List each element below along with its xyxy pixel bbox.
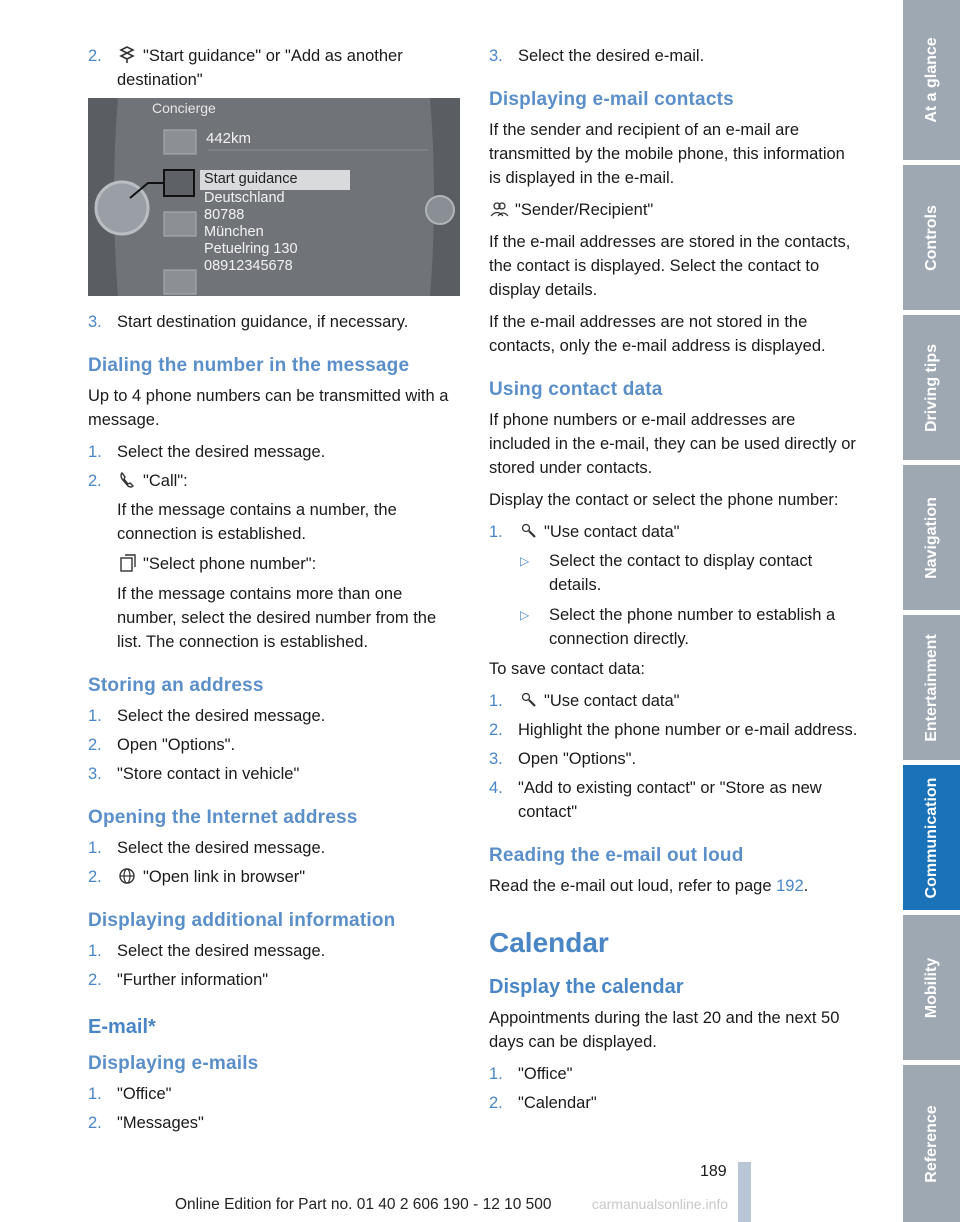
screenshot-line-5: 08912345678 bbox=[204, 258, 293, 274]
step-text: Highlight the phone number or e-mail address. bbox=[518, 721, 858, 739]
section-heading: Storing an address bbox=[88, 675, 264, 696]
tab-label: Navigation bbox=[922, 496, 940, 579]
list-item bbox=[489, 776, 861, 824]
step-text: "Open link in browser" bbox=[143, 868, 306, 886]
list-item bbox=[88, 836, 460, 860]
step-text: "Add to existing contact" or "Store as new contact" bbox=[518, 779, 822, 821]
list-item bbox=[88, 44, 460, 92]
globe-icon bbox=[117, 867, 137, 885]
paragraph: Up to 4 phone numbers can be transmitted with a message. bbox=[88, 387, 449, 429]
list-item bbox=[88, 865, 460, 889]
step-text: "Messages" bbox=[117, 1114, 204, 1132]
tab-controls[interactable] bbox=[903, 165, 960, 310]
tab-label: Mobility bbox=[922, 957, 940, 1018]
list-number: 1. bbox=[88, 707, 102, 725]
list-item bbox=[88, 1111, 460, 1135]
tab-at-a-glance[interactable] bbox=[903, 0, 960, 160]
list-item bbox=[88, 1082, 460, 1106]
list-item bbox=[88, 310, 460, 334]
screenshot-distance: 442km bbox=[206, 130, 252, 147]
contacts-icon bbox=[489, 200, 509, 218]
list-number: 1. bbox=[88, 443, 102, 461]
tab-mobility[interactable] bbox=[903, 915, 960, 1060]
paragraph bbox=[489, 198, 861, 222]
paragraph bbox=[88, 552, 460, 576]
step-text: Start destination guidance, if necessary. bbox=[117, 313, 409, 331]
list-item bbox=[88, 469, 460, 493]
triangle-bullet-icon: ▷ bbox=[520, 554, 530, 568]
list-number: 3. bbox=[489, 750, 503, 768]
screenshot-line-1: Deutschland bbox=[204, 190, 285, 206]
step-text: "Sender/Recipient" bbox=[515, 201, 654, 219]
tab-label: At a glance bbox=[922, 37, 940, 123]
paragraph: Appointments during the last 20 and the next 50 days can be displayed. bbox=[489, 1009, 840, 1051]
list-number: 1. bbox=[88, 1085, 102, 1103]
list-number: 3. bbox=[489, 47, 503, 65]
list-item bbox=[88, 939, 460, 963]
tab-label: Reference bbox=[922, 1104, 940, 1183]
list-item bbox=[489, 689, 861, 713]
screenshot-line-0: Start guidance bbox=[204, 171, 298, 187]
chapter-tabs bbox=[903, 0, 960, 1222]
section-heading: Display the calendar bbox=[489, 976, 684, 998]
step-text: Select the desired message. bbox=[117, 839, 326, 857]
list-item bbox=[489, 747, 861, 771]
right-column bbox=[489, 44, 861, 1120]
screenshot-title: Concierge bbox=[152, 100, 216, 116]
step-text: "Select phone number": bbox=[143, 555, 317, 573]
phone-handset-icon bbox=[117, 471, 137, 489]
list-number: 2. bbox=[88, 736, 102, 754]
list-number: 3. bbox=[88, 765, 102, 783]
section-heading: Reading the e-mail out loud bbox=[489, 845, 744, 866]
step-text: Select the desired e-mail. bbox=[518, 47, 705, 65]
tab-label: Controls bbox=[922, 204, 940, 271]
step-text: Open "Options". bbox=[518, 750, 637, 768]
list-number: 2. bbox=[88, 472, 102, 490]
step-text: "Calendar" bbox=[518, 1094, 597, 1112]
list-number: 1. bbox=[489, 523, 503, 541]
step-text: "Start guidance" or "Add as another destination" bbox=[117, 47, 403, 89]
list-number: 1. bbox=[489, 1065, 503, 1083]
bullet-item bbox=[489, 549, 861, 597]
chapter-heading: E-mail* bbox=[88, 1016, 156, 1038]
tab-label: Communication bbox=[922, 777, 940, 898]
page-number: 189 bbox=[700, 1163, 727, 1180]
list-item bbox=[489, 1062, 861, 1086]
footer-text: Online Edition for Part no. 01 40 2 606 190 - 12 10 500 bbox=[174, 1196, 552, 1213]
triangle-bullet-icon: ▷ bbox=[520, 608, 530, 622]
list-number: 2. bbox=[489, 721, 503, 739]
left-column bbox=[88, 44, 460, 1140]
section-heading: Displaying additional information bbox=[88, 910, 396, 931]
navigation-flag-icon bbox=[117, 46, 137, 64]
screenshot-line-3: München bbox=[204, 224, 264, 240]
step-text: "Office" bbox=[117, 1085, 172, 1103]
bullet-item bbox=[489, 603, 861, 651]
section-heading: Dialing the number in the message bbox=[88, 355, 410, 376]
tab-driving-tips[interactable] bbox=[903, 315, 960, 460]
paragraph: Display the contact or select the phone number: bbox=[489, 491, 839, 509]
step-text: Select the desired message. bbox=[117, 942, 326, 960]
text: . bbox=[803, 877, 809, 895]
footer bbox=[0, 1196, 903, 1214]
list-number: 1. bbox=[489, 692, 503, 710]
list-number: 3. bbox=[88, 313, 102, 331]
screenshot-line-2: 80788 bbox=[204, 207, 245, 223]
section-heading: Opening the Internet address bbox=[88, 807, 358, 828]
use-contact-data-icon bbox=[518, 691, 538, 709]
paragraph: If phone numbers or e-mail addresses are included in the e-mail, they can be used directly or stored under contacts. bbox=[489, 411, 856, 477]
step-text: "Office" bbox=[518, 1065, 573, 1083]
tab-navigation[interactable] bbox=[903, 465, 960, 610]
step-text: Select the desired message. bbox=[117, 443, 326, 461]
list-number: 4. bbox=[489, 779, 503, 797]
section-heading: Displaying e-mail contacts bbox=[489, 89, 734, 110]
idrive-screenshot bbox=[88, 98, 460, 296]
step-text: Select the desired message. bbox=[117, 707, 326, 725]
tab-communication[interactable] bbox=[903, 765, 960, 910]
paragraph bbox=[489, 874, 861, 898]
list-item bbox=[88, 733, 460, 757]
list-item bbox=[489, 718, 861, 742]
section-heading: Displaying e-mails bbox=[88, 1053, 259, 1074]
text: Read the e-mail out loud, refer to page bbox=[489, 877, 777, 895]
paragraph: To save contact data: bbox=[489, 660, 645, 678]
chapter-heading: Calendar bbox=[489, 927, 609, 958]
list-item bbox=[489, 520, 861, 544]
page-link[interactable]: 192 bbox=[776, 877, 804, 895]
list-item bbox=[88, 968, 460, 992]
tab-entertainment[interactable] bbox=[903, 615, 960, 760]
step-text: "Use contact data" bbox=[544, 523, 680, 541]
list-number: 2. bbox=[88, 868, 102, 886]
step-text: Open "Options". bbox=[117, 736, 236, 754]
paragraph: If the sender and recipient of an e-mail are transmitted by the mobile phone, this information is displayed in the e-mail. bbox=[489, 121, 845, 187]
screenshot-line-4: Petuelring 130 bbox=[204, 241, 298, 257]
tab-label: Driving tips bbox=[922, 343, 940, 432]
step-text: "Further information" bbox=[117, 971, 269, 989]
paragraph: If the e-mail addresses are stored in the contacts, the contact is displayed. Select the contact to display details. bbox=[489, 233, 851, 299]
list-item bbox=[88, 440, 460, 464]
paragraph: If the e-mail addresses are not stored in the contacts, only the e-mail address is displayed. bbox=[489, 313, 826, 355]
list-number: 1. bbox=[88, 942, 102, 960]
section-heading: Using contact data bbox=[489, 379, 663, 400]
paragraph: If the message contains more than one number, select the desired number from the list. The connection is established. bbox=[117, 585, 437, 651]
step-text: "Call": bbox=[143, 472, 188, 490]
list-number: 2. bbox=[88, 47, 102, 65]
list-number: 1. bbox=[88, 839, 102, 857]
tab-label: Entertainment bbox=[922, 633, 940, 742]
list-item bbox=[88, 762, 460, 786]
list-number: 2. bbox=[88, 1114, 102, 1132]
list-item bbox=[489, 44, 861, 68]
step-text: "Use contact data" bbox=[544, 692, 680, 710]
list-number: 2. bbox=[489, 1094, 503, 1112]
use-contact-data-icon bbox=[518, 522, 538, 540]
list-item bbox=[489, 1091, 861, 1115]
paragraph: If the message contains a number, the connection is established. bbox=[117, 501, 397, 543]
list-number: 2. bbox=[88, 971, 102, 989]
bullet-text: Select the phone number to establish a connection directly. bbox=[549, 606, 836, 648]
tab-reference[interactable] bbox=[903, 1065, 960, 1222]
select-number-icon bbox=[117, 554, 137, 572]
step-text: "Store contact in vehicle" bbox=[117, 765, 300, 783]
watermark: carmanualsonline.info bbox=[591, 1196, 729, 1212]
list-item bbox=[88, 704, 460, 728]
bullet-text: Select the contact to display contact details. bbox=[549, 552, 813, 594]
